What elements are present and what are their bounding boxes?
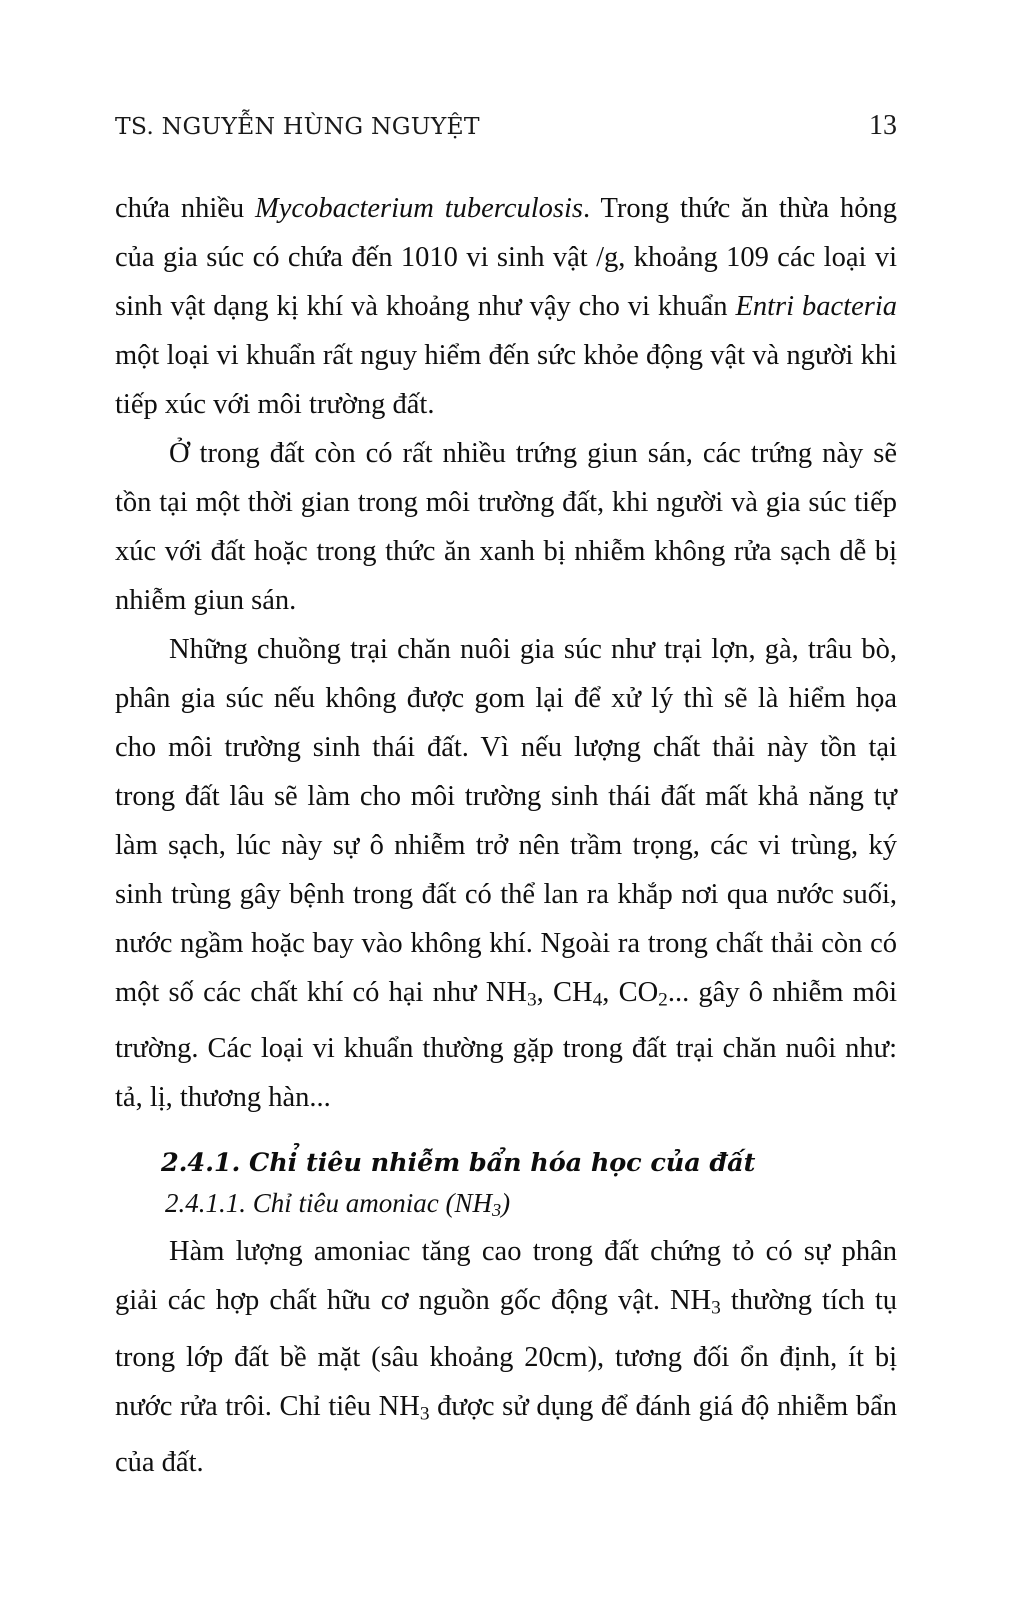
species-name-entri-bacteria: Entri bacteria — [735, 291, 897, 322]
subscript-nh3-par4-2: 3 — [419, 1402, 430, 1424]
paragraph-1-text-a: chứa nhiều — [115, 193, 256, 224]
subscript-co2: 2 — [658, 989, 668, 1011]
section-heading-2-4-1-1 — [165, 1188, 897, 1221]
subscript-nh3: 3 — [526, 989, 537, 1011]
paragraph-3 — [115, 625, 897, 1122]
paragraph-4-text-b: thường tích tụ trong lớp đất bề mặt (sâu khoảng 20cm), tương đối ổn định, ít bị nước rửa trôi. Chỉ tiêu NH — [115, 1285, 897, 1422]
species-name-mycobacterium: Mycobacterium tuberculosis — [255, 193, 584, 224]
paragraph-1-text-b: . Trong thức ăn thừa hỏng của gia súc có chứa đến 1010 vi sinh vật /g, khoảng 109 các loại vi sinh vật dạng kị khí và khoảng như vậy cho vi khuẩn — [115, 193, 897, 322]
paragraph-3-text-c: , CO — [602, 977, 659, 1008]
page-number: 13 — [869, 110, 897, 141]
section-heading-2-4-1: 2.4.1. Chỉ tiêu nhiễm bẩn hóa học của đất — [161, 1148, 756, 1179]
paragraph-2: Ở trong đất còn có rất nhiều trứng giun sán, các trứng này sẽ tồn tại một thời gian trong môi trường đất, khi người và gia súc tiếp xúc với đất hoặc trong thức ăn xanh bị nhiễm không rửa sạch dễ bị nhiễm giun sán. — [115, 438, 897, 616]
paragraph-3-text-b: , CH — [536, 977, 593, 1008]
paragraph-1 — [115, 184, 897, 429]
page-content — [115, 110, 897, 1487]
subscript-nh3-par4-1: 3 — [711, 1297, 721, 1319]
section-heading-2-4-1-1-text-a: 2.4.1.1. Chỉ tiêu amoniac (NH — [165, 1188, 492, 1219]
subscript-nh3-heading: 3 — [491, 1200, 502, 1221]
paragraph-3-text-d: ... gây ô nhiễm môi trường. Các loại vi khuẩn thường gặp trong đất trại chăn nuôi như: tả, lị, thương hàn... — [115, 977, 898, 1114]
paragraph-4-text-a: Hàm lượng amoniac tăng cao trong đất chứng tỏ có sự phân giải các hợp chất hữu cơ nguồn gốc động vật. NH — [115, 1236, 897, 1317]
paragraph-1-text-c: một loại vi khuẩn rất nguy hiểm đến sức khỏe động vật và người khi tiếp xúc với môi trường đất. — [115, 340, 897, 420]
subscript-ch4: 4 — [592, 989, 603, 1011]
section-heading-2-4-1-1-text-b: ) — [501, 1188, 511, 1219]
header-author: TS. NGUYỄN HÙNG NGUYỆT — [115, 112, 480, 140]
running-header — [115, 110, 897, 142]
paragraph-4-text-c: được sử dụng để đánh giá độ nhiễm bẩn của đất. — [115, 1390, 897, 1478]
paragraph-4 — [115, 1227, 897, 1487]
paragraph-3-text-a: Những chuồng trại chăn nuôi gia súc như trại lợn, gà, trâu bò, phân gia súc nếu không được gom lại để xử lý thì sẽ là hiểm họa cho môi trường sinh thái đất. Vì nếu lượng chất thải này tồn tại trong đất lâu sẽ làm cho môi trường sinh thái đất mất khả năng tự làm sạch, lúc này sự ô nhiễm trở nên trầm trọng, các vi trùng, ký sinh trùng gây bệnh trong đất có thể lan ra khắp nơi qua nước suối, nước ngầm hoặc bay vào không khí. Ngoài ra trong chất thải còn có một số các chất khí có hại như NH — [115, 634, 897, 1008]
